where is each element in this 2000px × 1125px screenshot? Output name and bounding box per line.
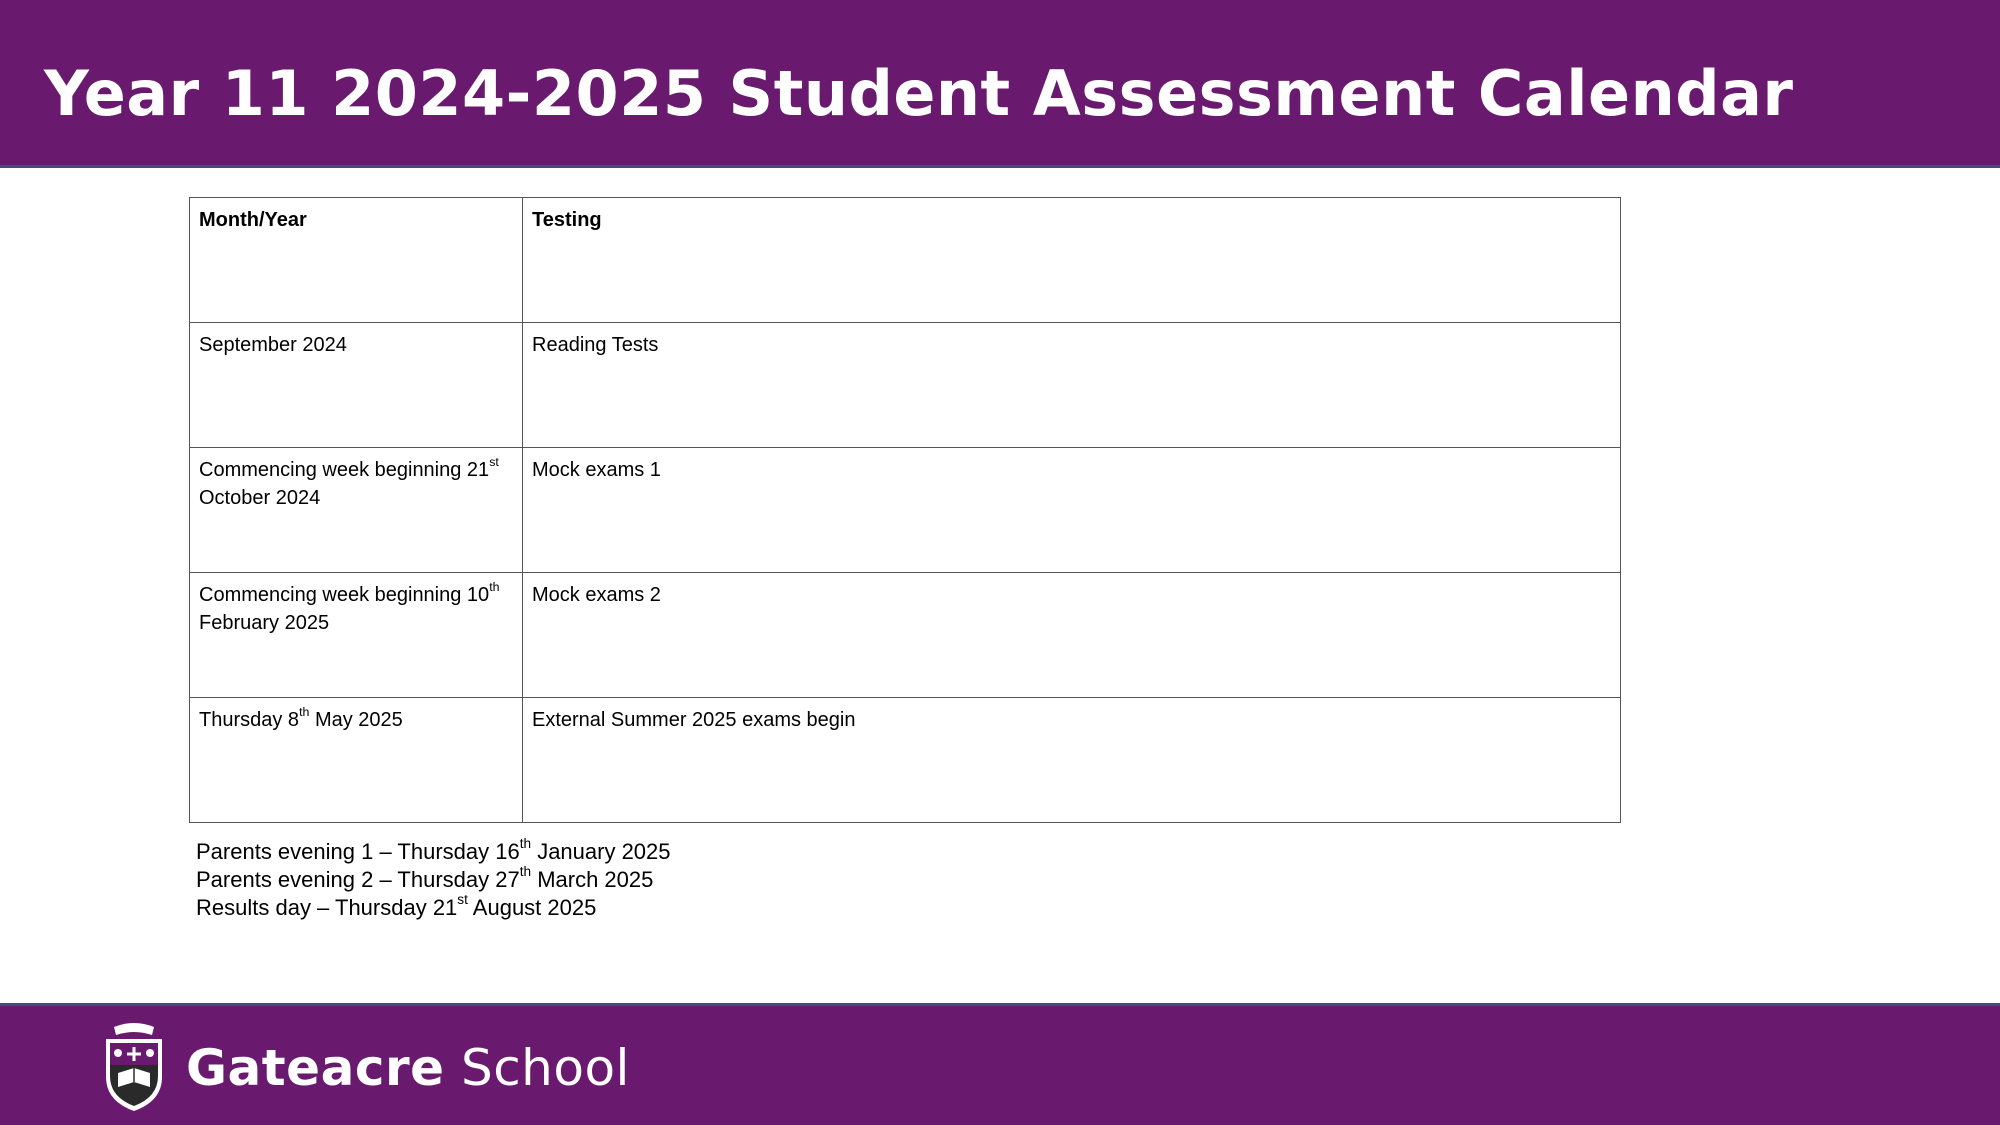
note-ordinal: st xyxy=(457,891,468,907)
table-row xyxy=(190,323,1621,448)
note-text: Results day – Thursday 21 xyxy=(196,895,458,920)
school-name xyxy=(186,1038,630,1098)
column-header-month-year: Month/Year xyxy=(190,198,523,323)
date-cell xyxy=(190,323,523,448)
date-text: Commencing week beginning 21 xyxy=(199,459,490,481)
date-text: September 2024 xyxy=(199,334,347,356)
school-name-light: School xyxy=(460,1039,630,1097)
school-crest-icon xyxy=(100,1021,168,1113)
assessment-table xyxy=(189,197,1621,823)
table-row xyxy=(190,448,1621,573)
date-text-rest: May 2025 xyxy=(309,709,403,731)
note-text-rest: January 2025 xyxy=(531,839,671,864)
testing-cell: Mock exams 1 xyxy=(523,448,1621,573)
date-text: Thursday 8 xyxy=(199,709,300,731)
footer-band xyxy=(0,1003,2000,1125)
note-text-rest: August 2025 xyxy=(467,895,597,920)
date-cell xyxy=(190,448,523,573)
date-cell xyxy=(190,698,523,823)
testing-cell: Mock exams 2 xyxy=(523,573,1621,698)
school-name-bold: Gateacre xyxy=(186,1039,445,1097)
table-row xyxy=(190,573,1621,698)
date-text: Commencing week beginning 10 xyxy=(199,584,490,606)
table-row xyxy=(190,698,1621,823)
date-text-rest: February 2025 xyxy=(199,612,330,634)
testing-cell: Reading Tests xyxy=(523,323,1621,448)
column-header-testing: Testing xyxy=(523,198,1621,323)
note-ordinal: th xyxy=(519,835,532,851)
header-band xyxy=(0,0,2000,168)
page-title: Year 11 2024-2025 Student Assessment Calendar xyxy=(44,57,1794,130)
date-cell xyxy=(190,573,523,698)
date-text-rest: October 2024 xyxy=(199,487,321,509)
testing-cell: External Summer 2025 exams begin xyxy=(523,698,1621,823)
note-text-rest: March 2025 xyxy=(531,867,654,892)
note-line xyxy=(196,891,671,922)
date-ordinal: th xyxy=(489,579,500,594)
note-text: Parents evening 1 – Thursday 16 xyxy=(196,839,520,864)
table-header-row xyxy=(190,198,1621,323)
date-ordinal: th xyxy=(299,704,310,719)
note-text: Parents evening 2 – Thursday 27 xyxy=(196,867,520,892)
key-dates-notes xyxy=(196,835,671,922)
note-ordinal: th xyxy=(519,863,532,879)
date-ordinal: st xyxy=(489,454,499,469)
note-line xyxy=(196,835,671,866)
note-line xyxy=(196,863,671,894)
